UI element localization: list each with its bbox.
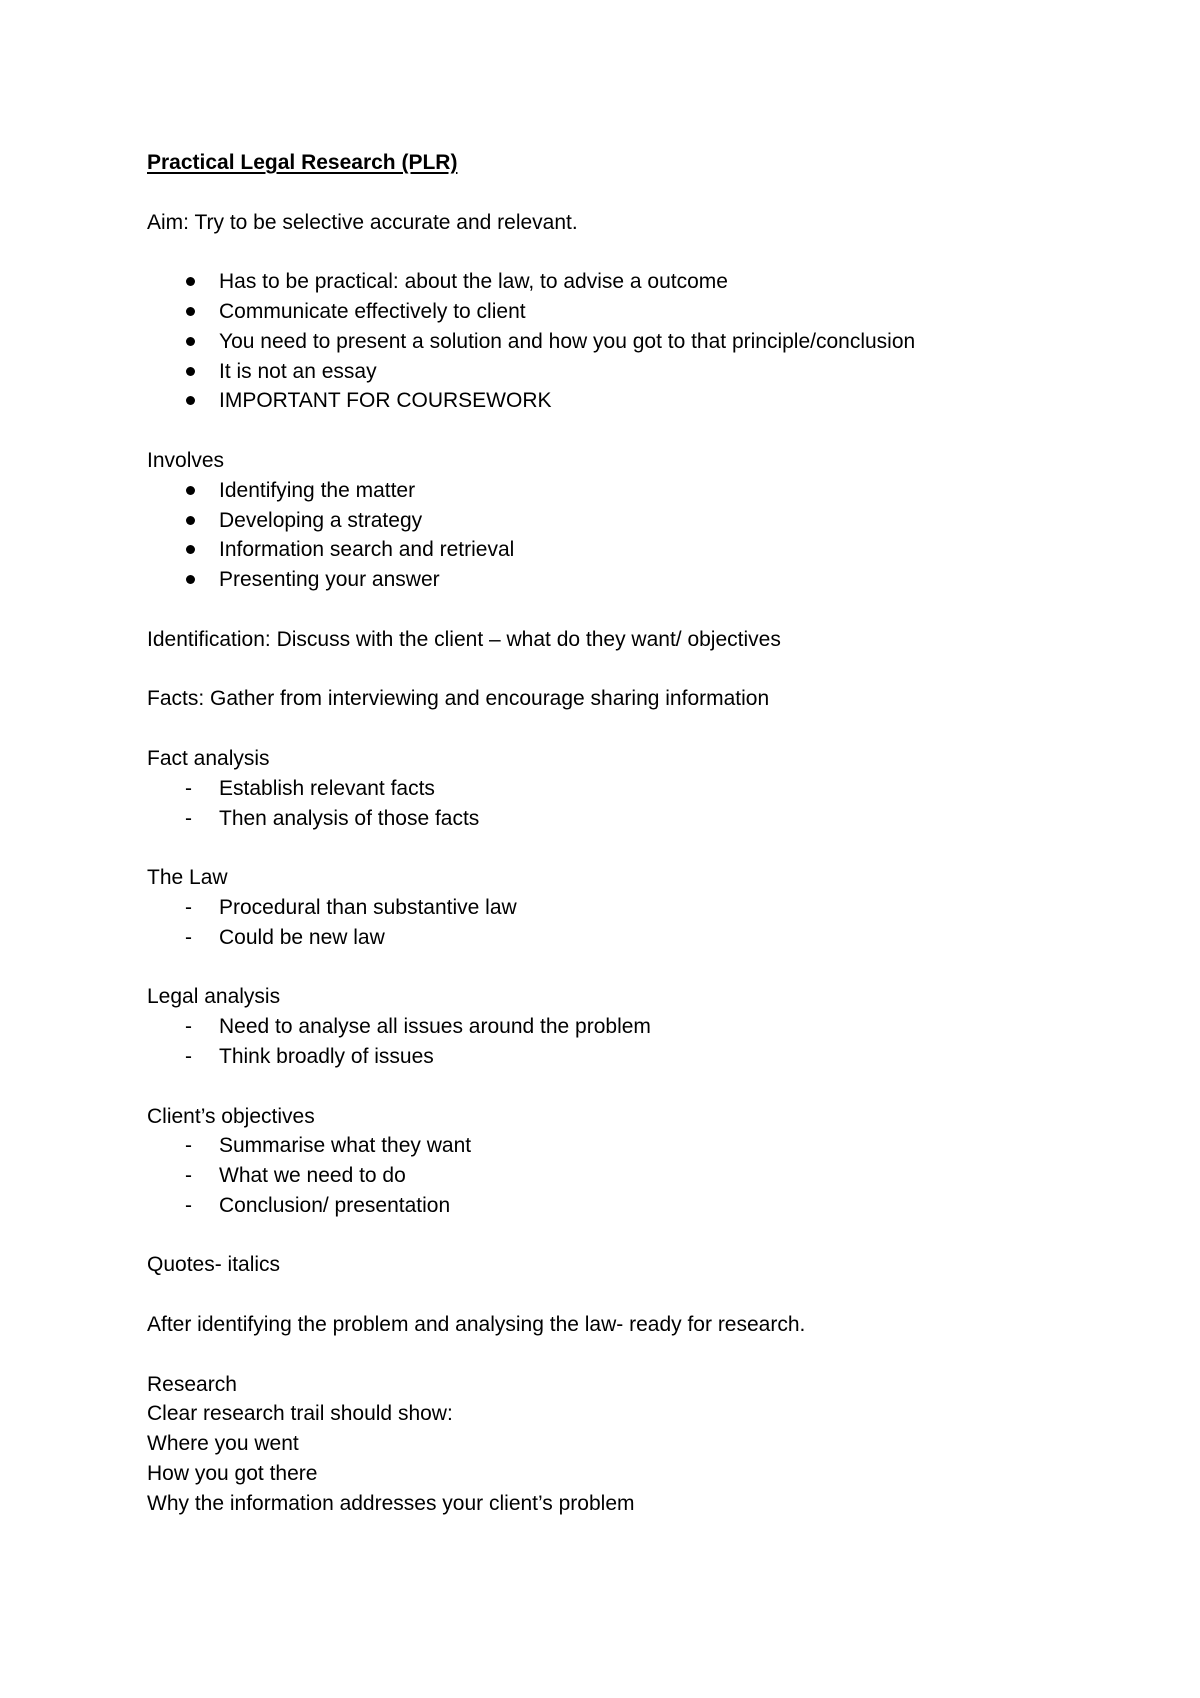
spacer <box>147 655 1107 685</box>
bullet-icon <box>186 367 195 376</box>
bullet-icon <box>186 575 195 584</box>
spacer <box>147 178 1107 208</box>
list-item: - What we need to do <box>147 1161 1107 1191</box>
spacer <box>147 714 1107 744</box>
research-line: How you got there <box>147 1462 318 1486</box>
dash-marker: - <box>185 1044 192 1068</box>
list-item: It is not an essay <box>147 357 1107 387</box>
involves-bullet-list <box>147 476 1107 595</box>
list-item: - Could be new law <box>147 923 1107 953</box>
dash-marker: - <box>185 1193 192 1217</box>
document-title: Practical Legal Research (PLR) <box>147 151 458 174</box>
research-line: Where you went <box>147 1432 299 1456</box>
facts-line: Facts: Gather from interviewing and encourage sharing information <box>147 687 770 711</box>
research-line: Why the information addresses your client’s problem <box>147 1491 635 1515</box>
spacer <box>147 595 1107 625</box>
list-item: Presenting your answer <box>147 565 1107 595</box>
spacer <box>147 833 1107 863</box>
list-item: Identifying the matter <box>147 476 1107 506</box>
bullet-icon <box>186 277 195 286</box>
after-line: After identifying the problem and analysing the law- ready for research. <box>147 1313 806 1337</box>
spacer <box>147 1221 1107 1251</box>
bullet-icon <box>186 307 195 316</box>
dash-marker: - <box>185 776 192 800</box>
aim-line: Aim: Try to be selective accurate and relevant. <box>147 210 578 234</box>
quotes-line: Quotes- italics <box>147 1253 281 1277</box>
bullet-icon <box>186 337 195 346</box>
spacer <box>147 416 1107 446</box>
bullet-icon <box>186 396 195 405</box>
list-item: Has to be practical: about the law, to advise a outcome <box>147 267 1107 297</box>
dash-marker: - <box>185 1164 192 1188</box>
bullet-icon <box>186 545 195 554</box>
research-heading: Research <box>147 1372 237 1396</box>
bullet-icon <box>186 516 195 525</box>
bullet-icon <box>186 486 195 495</box>
fact-analysis-dash-list <box>147 774 1107 834</box>
list-item: You need to present a solution and how you got to that principle/conclusion <box>147 327 1107 357</box>
dash-marker: - <box>185 1015 192 1039</box>
list-item: Information search and retrieval <box>147 535 1107 565</box>
the-law-heading: The Law <box>147 866 228 890</box>
legal-analysis-heading: Legal analysis <box>147 985 281 1009</box>
aim-bullet-list <box>147 267 1107 416</box>
clients-objectives-heading: Client’s objectives <box>147 1104 315 1128</box>
involves-heading: Involves <box>147 448 225 472</box>
research-line: Clear research trail should show: <box>147 1402 453 1426</box>
clients-objectives-dash-list <box>147 1131 1107 1220</box>
list-item: - Establish relevant facts <box>147 774 1107 804</box>
spacer <box>147 1340 1107 1370</box>
list-item: - Procedural than substantive law <box>147 893 1107 923</box>
fact-analysis-heading: Fact analysis <box>147 746 270 770</box>
dash-marker: - <box>185 1134 192 1158</box>
list-item: - Think broadly of issues <box>147 1042 1107 1072</box>
the-law-dash-list <box>147 893 1107 953</box>
list-item: - Conclusion/ presentation <box>147 1191 1107 1221</box>
identification-line: Identification: Discuss with the client – what do they want/ objectives <box>147 627 781 651</box>
list-item: - Then analysis of those facts <box>147 804 1107 834</box>
document-page <box>147 148 1107 1519</box>
list-item: IMPORTANT FOR COURSEWORK <box>147 386 1107 416</box>
spacer <box>147 1280 1107 1310</box>
spacer <box>147 1072 1107 1102</box>
dash-marker: - <box>185 806 192 830</box>
list-item: - Need to analyse all issues around the problem <box>147 1012 1107 1042</box>
dash-marker: - <box>185 925 192 949</box>
dash-marker: - <box>185 895 192 919</box>
list-item: Communicate effectively to client <box>147 297 1107 327</box>
legal-analysis-dash-list <box>147 1012 1107 1072</box>
list-item: - Summarise what they want <box>147 1131 1107 1161</box>
spacer <box>147 953 1107 983</box>
list-item: Developing a strategy <box>147 506 1107 536</box>
spacer <box>147 237 1107 267</box>
